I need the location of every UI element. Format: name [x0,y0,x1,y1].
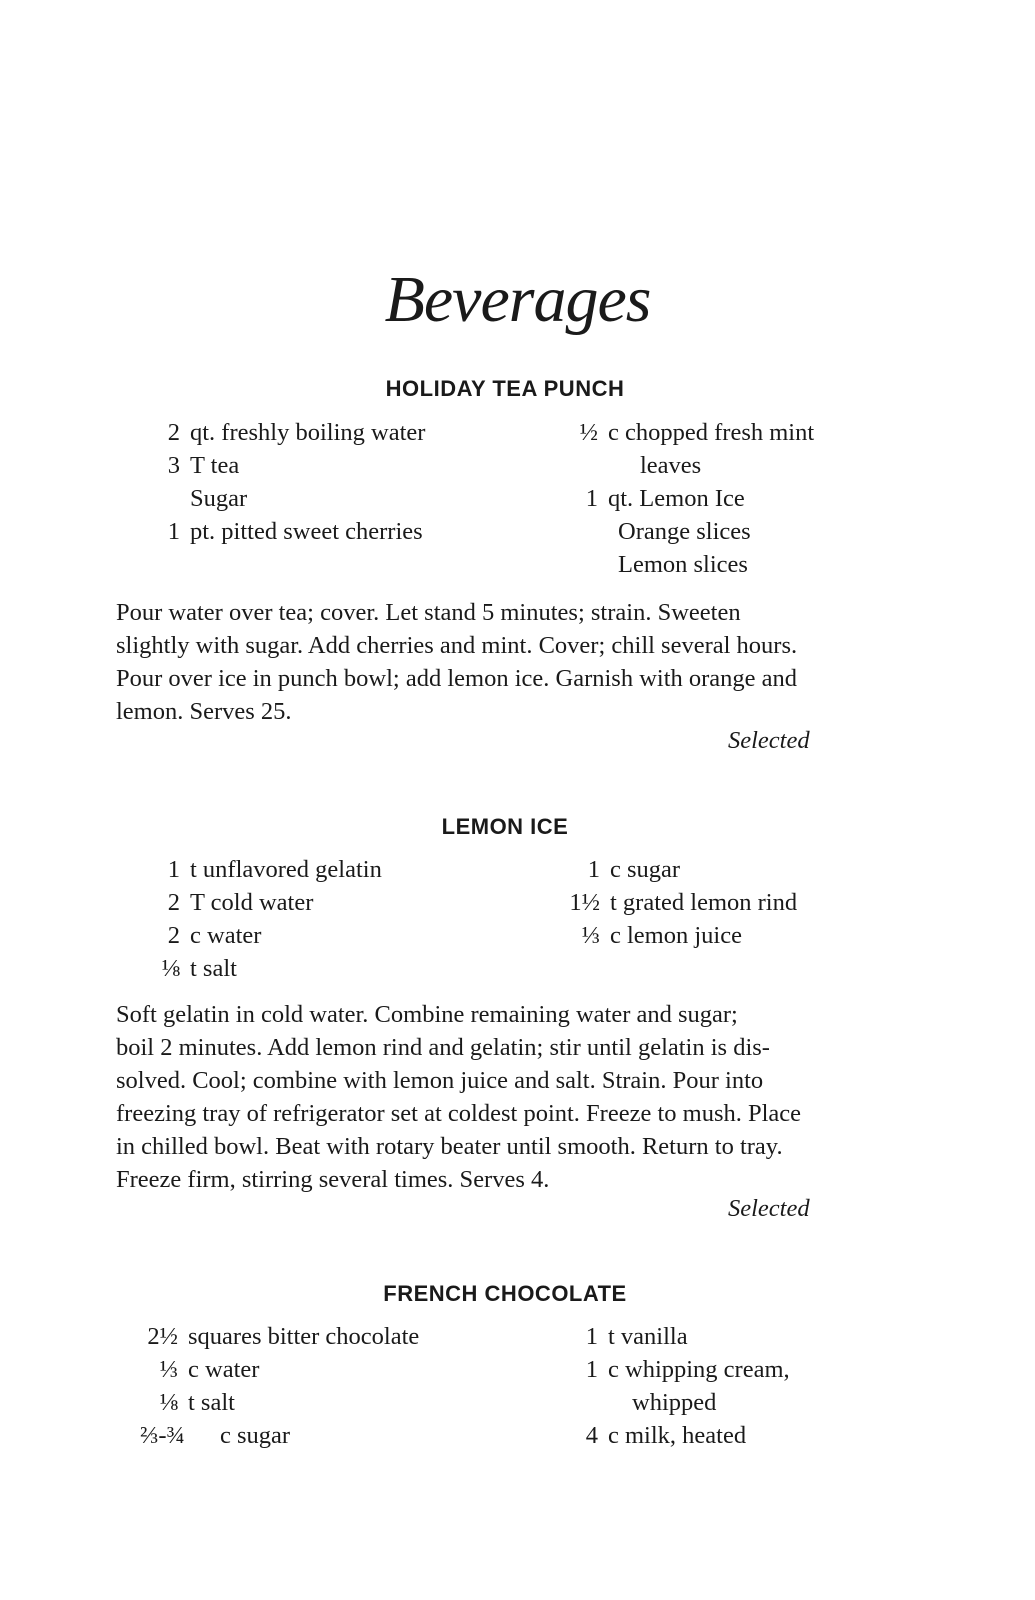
ingredient-qty [558,515,618,548]
page-title: Beverages [384,263,651,336]
ingredient-row [566,1320,790,1353]
ingredient-row [132,1320,419,1353]
ingredient-row [144,853,382,886]
ingredient-qty: 2½ [147,1323,178,1350]
ingredient-row [566,1419,790,1452]
ingredient-row [558,515,814,548]
ingredient-text: t grated lemon rind [610,889,798,916]
ingredients-left-french-chocolate [132,1320,419,1452]
directions-line: Freeze firm, stirring several times. Serves 4. [116,1166,550,1193]
ingredient-qty: ⅓ [581,922,600,949]
credit-holiday-tea-punch: Selected [728,727,810,754]
ingredient-row [558,548,814,581]
ingredient-row [132,1419,419,1452]
ingredient-text: c sugar [220,1422,291,1449]
ingredient-text: t vanilla [608,1323,688,1350]
ingredient-row [556,886,797,919]
ingredient-qty [558,449,640,482]
directions-lemon-ice [116,998,894,1196]
recipe-title-lemon-ice: LEMON ICE [441,814,569,839]
ingredient-text: Lemon slices [618,551,748,578]
ingredient-row [556,853,797,886]
ingredient-text: c chopped fresh mint [608,419,815,446]
directions-holiday-tea-punch [116,596,894,728]
ingredient-text: Sugar [190,485,248,512]
ingredient-qty [566,1386,632,1419]
ingredient-row [148,416,425,449]
ingredient-row [144,886,382,919]
ingredient-text: T cold water [190,889,314,916]
ingredient-qty: 2 [167,419,180,446]
ingredient-row [148,449,425,482]
ingredient-row [132,1386,419,1419]
ingredient-qty [148,482,190,515]
directions-line: slightly with sugar. Add cherries and mint. Cover; chill several hours. [116,632,798,659]
ingredient-qty: 2 [167,922,180,949]
directions-line: lemon. Serves 25. [116,698,292,725]
ingredient-row [558,416,814,449]
ingredient-qty: ½ [579,419,598,446]
ingredient-text: qt. Lemon Ice [608,485,745,512]
ingredient-qty: 1 [585,485,598,512]
ingredients-left-holiday-tea-punch [148,416,425,548]
ingredient-text: Orange slices [618,518,751,545]
ingredients-right-holiday-tea-punch [558,416,814,581]
ingredient-row [148,482,425,515]
ingredient-text: c water [190,922,262,949]
directions-line: Pour water over tea; cover. Let stand 5 minutes; strain. Sweeten [116,599,741,626]
directions-line: solved. Cool; combine with lemon juice and salt. Strain. Pour into [116,1067,764,1094]
ingredient-text: c whipping cream, [608,1356,790,1383]
ingredient-row [148,515,425,548]
ingredient-row [144,919,382,952]
ingredient-text: pt. pitted sweet cherries [190,518,423,545]
ingredient-qty: 1 [585,1323,598,1350]
ingredient-text: t salt [188,1389,235,1416]
ingredients-left-lemon-ice [144,853,382,985]
ingredient-text: c lemon juice [610,922,742,949]
ingredient-row [558,482,814,515]
directions-line: Soft gelatin in cold water. Combine remaining water and sugar; [116,1001,738,1028]
directions-line: in chilled bowl. Beat with rotary beater until smooth. Return to tray. [116,1133,783,1160]
directions-line: freezing tray of refrigerator set at coldest point. Freeze to mush. Place [116,1100,802,1127]
ingredient-qty: ⅛ [159,1389,178,1416]
ingredient-qty: 1 [585,1356,598,1383]
ingredient-qty: 1 [587,856,600,883]
ingredients-right-french-chocolate [566,1320,790,1452]
ingredient-row [132,1353,419,1386]
ingredient-qty: ⅔-¾ [140,1422,185,1449]
recipe-title-holiday-tea-punch: HOLIDAY TEA PUNCH [385,376,625,401]
ingredient-row [566,1386,790,1419]
ingredient-row [566,1353,790,1386]
ingredient-text: c sugar [610,856,681,883]
ingredient-row [144,952,382,985]
ingredients-right-lemon-ice [556,853,797,952]
ingredient-qty: 1 [167,856,180,883]
ingredient-qty: 1 [167,518,180,545]
ingredient-text: t salt [190,955,237,982]
ingredient-qty: 2 [167,889,180,916]
ingredient-qty: 3 [167,452,180,479]
ingredient-text: leaves [640,452,702,479]
ingredient-text: T tea [190,452,240,479]
directions-line: boil 2 minutes. Add lemon rind and gelatin; stir until gelatin is dis- [116,1034,770,1061]
ingredient-qty: 1½ [569,889,600,916]
ingredient-row [556,919,797,952]
ingredient-text: whipped [632,1389,717,1416]
ingredient-text: qt. freshly boiling water [190,419,426,446]
ingredient-qty [558,548,618,581]
credit-lemon-ice: Selected [728,1195,810,1222]
ingredient-row [558,449,814,482]
directions-line: Pour over ice in punch bowl; add lemon ice. Garnish with orange and [116,665,798,692]
ingredient-text: t unflavored gelatin [190,856,382,883]
ingredient-qty: ⅛ [161,955,180,982]
ingredient-text: c water [188,1356,260,1383]
ingredient-qty: 4 [585,1422,598,1449]
ingredient-text: squares bitter chocolate [188,1323,420,1350]
recipe-title-french-chocolate: FRENCH CHOCOLATE [383,1281,627,1306]
ingredient-text: c milk, heated [608,1422,747,1449]
ingredient-qty: ⅓ [159,1356,178,1383]
